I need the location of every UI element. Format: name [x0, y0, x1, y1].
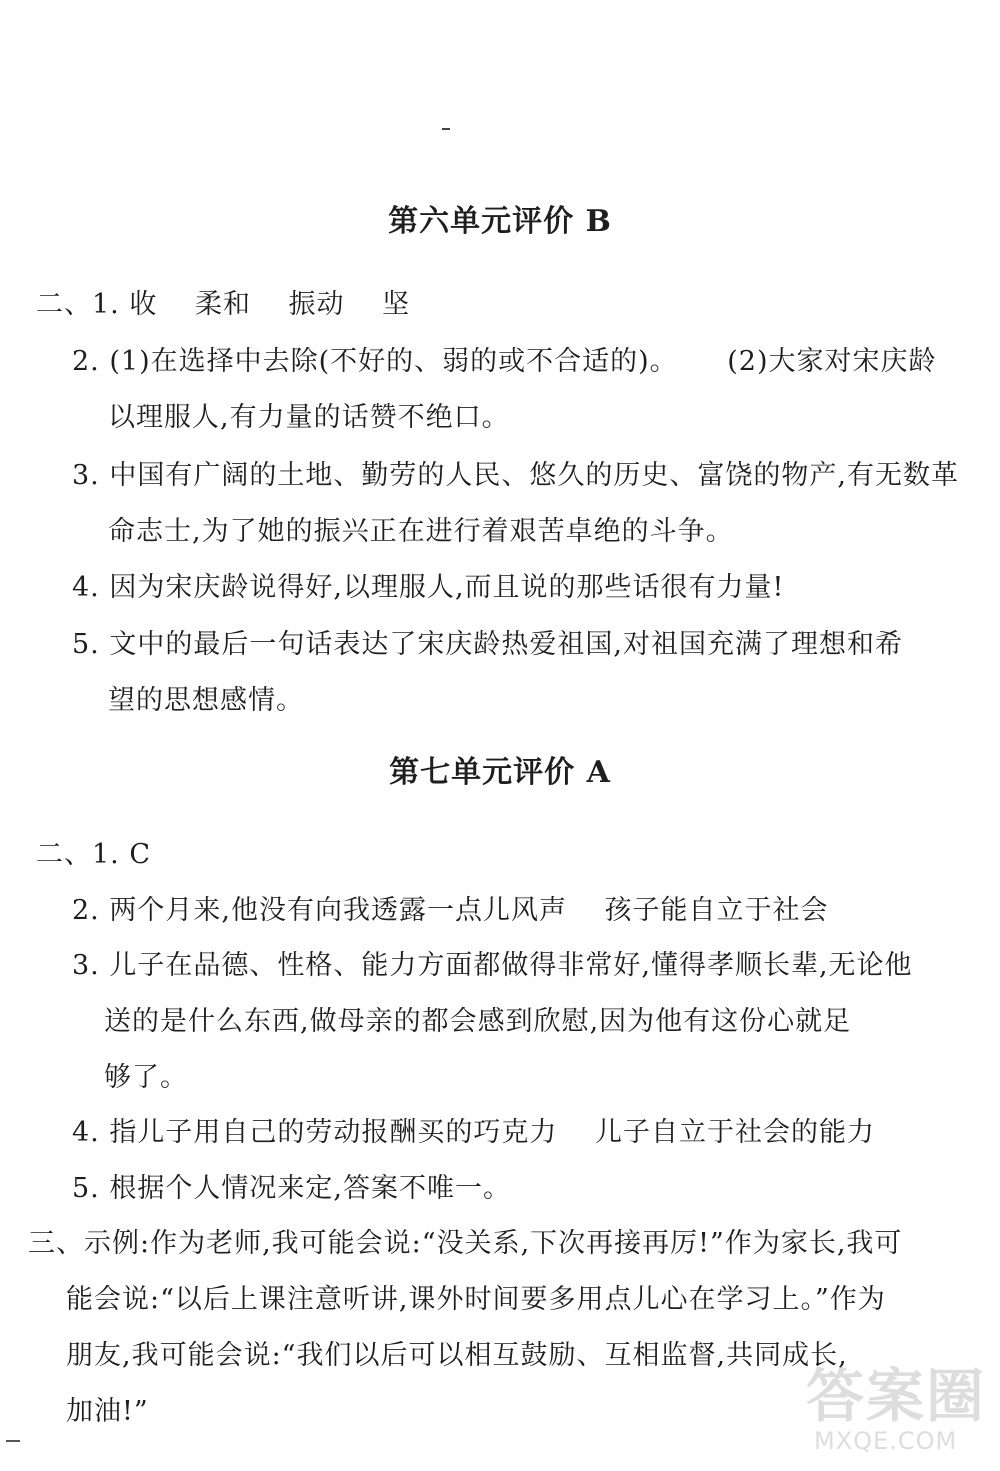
- s7-q3-prefix: 三、: [28, 1228, 84, 1259]
- s7-q3-line2: 能会说:“以后上课注意听讲,课外时间要多用点儿心在学习上。”作为: [66, 1284, 886, 1315]
- bottom-left-mark: [6, 1440, 20, 1442]
- s6-q2-1-word-1: 收: [129, 289, 158, 320]
- section-6-title: 第六单元评价 B: [388, 204, 612, 239]
- s6-q2-3: [72, 453, 959, 492]
- s6-q2-5-num: 5.: [72, 629, 100, 660]
- s6-q2-5-line1: 文中的最后一句话表达了宋庆龄热爱祖国,对祖国充满了理想和希: [109, 629, 903, 660]
- s7-q2-3-num: 3.: [72, 950, 100, 981]
- s7-q2-5-line1: 根据个人情况来定,答案不唯一。: [109, 1173, 511, 1204]
- s6-q2-4-num: 4.: [72, 572, 100, 603]
- s7-q2-3: [72, 943, 913, 982]
- s6-q2-3-num: 3.: [72, 460, 100, 491]
- s6-q2-5-line2: 望的思想感情。: [108, 685, 304, 716]
- s6-q2-1-prefix: 二、1.: [36, 289, 120, 320]
- s7-q2-2-part-b: 孩子能自立于社会: [604, 895, 829, 926]
- s7-q2-2-num: 2.: [72, 895, 100, 926]
- s7-q2-5-num: 5.: [72, 1173, 100, 1204]
- s7-q3-line1: 示例:作为老师,我可能会说:“没关系,下次再接再厉!”作为家长,我可: [84, 1228, 903, 1259]
- s6-q2-2-line2: 以理服人,有力量的话赞不绝口。: [108, 402, 510, 433]
- s6-q2-1-word-4: 坚: [382, 289, 411, 320]
- s6-q2-4: [72, 565, 784, 604]
- watermark: [796, 1343, 986, 1463]
- s6-q2-2: [72, 339, 937, 378]
- s7-q2-3-line1: 儿子在品德、性格、能力方面都做得非常好,懂得孝顺长辈,无论他: [109, 950, 913, 981]
- s7-q2-5: [72, 1166, 511, 1205]
- s7-q2-2: [72, 888, 829, 927]
- s6-q2-1: [36, 282, 410, 321]
- s7-q2-3-line3: 够了。: [104, 1062, 188, 1093]
- top-dash-mark: [442, 128, 450, 130]
- s7-q2-4-part-b: 儿子自立于社会的能力: [594, 1117, 875, 1148]
- s6-q2-2-part-b: (2)大家对宋庆龄: [727, 346, 937, 377]
- s6-q2-1-word-3: 振动: [288, 289, 345, 320]
- watermark-logo: 答案圈: [806, 1362, 987, 1430]
- s6-q2-2-part-a: (1)在选择中去除(不好的、弱的或不合适的)。: [109, 346, 678, 377]
- s6-q2-2-num: 2.: [72, 346, 100, 377]
- watermark-url: MXQE.COM: [814, 1427, 958, 1455]
- s7-q2-1-answer: C: [129, 839, 152, 870]
- s7-q3-line4: 加油!”: [66, 1396, 149, 1427]
- s7-q3-line3: 朋友,我可能会说:“我们以后可以相互鼓励、互相监督,共同成长,: [66, 1340, 848, 1371]
- s6-q2-3-line1: 中国有广阔的土地、勤劳的人民、悠久的历史、富饶的物产,有无数革: [109, 460, 959, 491]
- s6-q2-1-word-2: 柔和: [194, 289, 251, 320]
- s7-q2-1-prefix: 二、1.: [36, 839, 120, 870]
- s6-q2-3-line2: 命志士,为了她的振兴正在进行着艰苦卓绝的斗争。: [108, 516, 734, 547]
- s7-q2-4: [72, 1110, 875, 1149]
- s7-q2-2-part-a: 两个月来,他没有向我透露一点儿风声: [109, 895, 567, 926]
- s7-q3: [28, 1221, 902, 1260]
- section-7-title: 第七单元评价 A: [389, 755, 611, 790]
- s7-q2-4-num: 4.: [72, 1117, 100, 1148]
- s7-q2-3-line2: 送的是什么东西,做母亲的都会感到欣慰,因为他有这份心就足: [104, 1006, 852, 1037]
- s7-q2-1: [36, 832, 151, 871]
- s6-q2-5: [72, 622, 903, 661]
- s7-q2-4-part-a: 指儿子用自己的劳动报酬买的巧克力: [109, 1117, 558, 1148]
- s6-q2-4-line1: 因为宋庆龄说得好,以理服人,而且说的那些话很有力量!: [109, 572, 785, 603]
